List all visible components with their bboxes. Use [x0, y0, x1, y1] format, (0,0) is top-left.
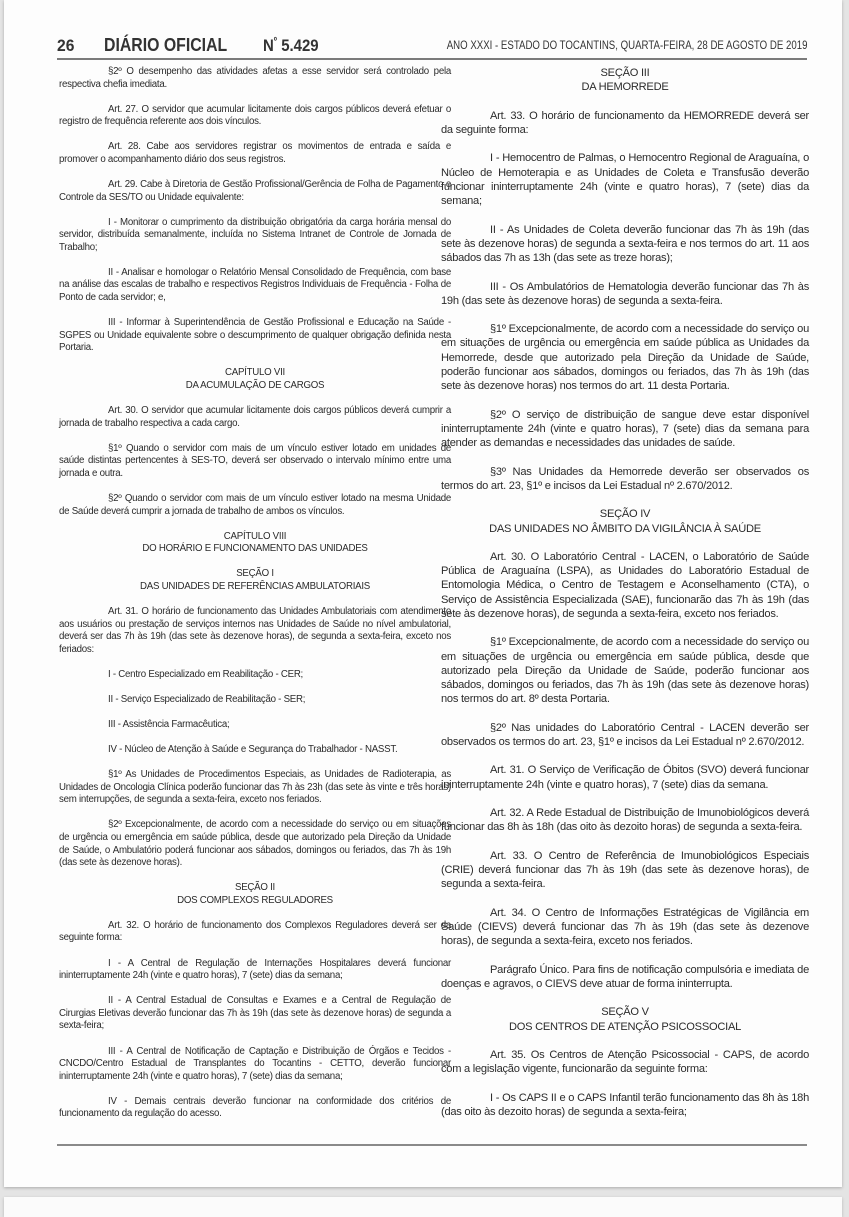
paragraph: Art. 31. O horário de funcionamento das Unidades Ambulatoriais com atendimento aos usuários ou prestação de serviços internos nas Unidades de Saúde no nível ambulatorial, deverá ser das 7h às 19h (das sete às dezenove horas), de segunda a sexta-feira, exceto nos feriados: — [59, 605, 451, 655]
paragraph: §1º Quando o servidor com mais de um vínculo estiver lotado em unidades de saúde distintas pertencentes à SES-TO, deverá ser observado o intervalo mínimo entre uma jornada e outra. — [59, 442, 451, 479]
paragraph: Art. 33. O horário de funcionamento da HEMORREDE deverá ser da seguinte forma: — [441, 109, 809, 136]
right-column — [441, 66, 809, 1134]
paragraph: Art. 27. O servidor que acumular licitamente dois cargos públicos deverá efetuar o registro de frequência referente aos dois vínculos. — [59, 103, 451, 128]
heading-number: CAPÍTULO VII — [225, 367, 285, 379]
footer-rule — [57, 1144, 807, 1146]
paragraph: I - Centro Especializado em Reabilitação - CER; — [108, 668, 304, 680]
heading-title: DOS CENTROS DE ATENÇÃO PSICOSSOCIAL — [508, 1020, 742, 1033]
edition-line: ANO XXXI - ESTADO DO TOCANTINS, QUARTA-FEIRA, 28 DE AGOSTO DE 2019 — [446, 40, 807, 52]
heading-title: DAS UNIDADES NO ÂMBITO DA VIGILÂNCIA À SAÚDE — [489, 522, 761, 535]
paragraph: III - Informar à Superintendência de Gestão Profissional e Educação na Saúde - SGPES ou Unidade equivalente sobre o descumprimento de qualquer obrigação definida nesta Portaria. — [59, 317, 451, 354]
heading-title: DOS COMPLEXOS REGULADORES — [177, 894, 333, 906]
paragraph: I - Os CAPS II e o CAPS Infantil terão funcionamento das 8h às 18h (das oito às dezoito horas) de segunda a sexta-feira; — [441, 1091, 809, 1119]
page-header — [57, 30, 807, 60]
section-heading — [59, 882, 451, 907]
paragraph: II - As Unidades de Coleta deverão funcionar das 7h às 19h (das sete às dezenove horas) de segunda a sexta-feira e nos termos do art. 11 aos sábados das 7h as 13h (das sete as treze horas); — [441, 223, 809, 265]
paragraph: §3º Nas Unidades da Hemorrede deverão ser observados os termos do art. 23, §1º e incisos da Lei Estadual nº 2.670/2012. — [441, 465, 809, 492]
next-page-edge — [4, 1197, 842, 1217]
paragraph: Art. 28. Cabe aos servidores registrar os movimentos de entrada e saída e promover o acompanhamento diário dos seus registros. — [59, 141, 451, 165]
section-heading — [441, 1005, 809, 1033]
paragraph: IV - Núcleo de Atenção à Saúde e Segurança do Trabalhador - NASST. — [108, 744, 398, 756]
paragraph: Art. 32. A Rede Estadual de Distribuição de Imunobiológicos deverá funcionar das 8h às 18h (das oito às dezoito horas) de segunda a sexta-feira. — [441, 807, 809, 834]
section-heading — [59, 531, 451, 556]
paragraph: II - A Central Estadual de Consultas e Exames e a Central de Regulação de Cirurgias Eletivas deverão funcionar das 7h às 19h (das sete às dezenove horas) de segunda a sexta-feira; — [59, 995, 451, 1032]
paragraph: Art. 31. O Serviço de Verificação de Óbitos (SVO) deverá funcionar ininterruptamente 24h (vinte e quatro horas), 7 (sete) dias da semana. — [441, 764, 809, 791]
publication-title: DIÁRIO OFICIAL — [104, 35, 228, 55]
heading-number: CAPÍTULO VIII — [223, 530, 287, 542]
paragraph: III - Assistência Farmacêutica; — [108, 719, 230, 730]
issue-sup: º — [273, 36, 278, 48]
heading-title: DO HORÁRIO E FUNCIONAMENTO DAS UNIDADES — [142, 543, 368, 555]
paragraph: IV - Demais centrais deverão funcionar na conformidade dos critérios de funcionamento da regulação do acesso. — [59, 1095, 451, 1120]
issue-number — [263, 36, 319, 56]
issue-value: 5.429 — [281, 36, 319, 55]
section-heading — [59, 367, 451, 392]
paragraph: Art. 33. O Centro de Referência de Imunobiológicos Especiais (CRIE) deverá funcionar das 7h às 19h (das sete às dezenove horas), de segunda a sexta-feira. — [441, 849, 809, 891]
paragraph: Art. 30. O servidor que acumular licitamente dois cargos públicos deverá cumprir a jornada de trabalho respectiva a cada cargo. — [59, 405, 451, 429]
heading-number: SEÇÃO V — [601, 1006, 649, 1019]
paragraph: §2º Quando o servidor com mais de um vínculo estiver lotado na mesma Unidade de Saúde deverá cumprir a jornada de trabalho de ambos os vínculos. — [59, 492, 451, 517]
issue-label: N — [263, 36, 274, 55]
paragraph: Art. 29. Cabe à Diretoria de Gestão Profissional/Gerência de Folha de Pagamento e Controle da SES/TO ou Unidade equivalente: — [59, 179, 451, 203]
paragraph: Art. 30. O Laboratório Central - LACEN, o Laboratório de Saúde Pública de Araguaína (LSPA), as Unidades do Laboratório Estadual de Entomologia Médica, o Centro de Testagem e Aconselhamento (CTA), o Serviço de Assistência Especializada (SAE), funcionarão das 7h às 19h (das sete às dezenove horas), de segunda a sexta-feira, exceto nos feriados. — [441, 550, 809, 620]
heading-title: DA ACUMULAÇÃO DE CARGOS — [185, 379, 325, 391]
page-number: 26 — [57, 36, 75, 55]
heading-number: SEÇÃO IV — [599, 508, 651, 521]
left-column — [59, 66, 451, 1133]
paragraph: Art. 35. Os Centros de Atenção Psicossocial - CAPS, de acordo com a legislação vigente, funcionarão da seguinte forma: — [441, 1049, 809, 1076]
paragraph: I - A Central de Regulação de Internações Hospitalares deverá funcionar ininterruptamente 24h (vinte e quatro horas), 7 (sete) dias da semana; — [59, 957, 451, 982]
paragraph: §2º Excepcionalmente, de acordo com a necessidade do serviço ou em situações de urgência ou emergência em saúde pública, desde que autorizado pela Direção da Unidade de Saúde, o Ambulatório poderá funcionar aos sábados, domingos ou feriados, das 7h às 19h (das sete às dezenove horas). — [59, 819, 451, 869]
paragraph: Parágrafo Único. Para fins de notificação compulsória e imediata de doenças e agravos, o CIEVS deve atuar de forma ininterrupta. — [441, 963, 809, 990]
heading-title: DAS UNIDADES DE REFERÊNCIAS AMBULATORIAIS — [139, 580, 370, 592]
section-heading — [441, 66, 809, 94]
paragraph: Art. 32. O horário de funcionamento dos Complexos Reguladores deverá ser da seguinte forma: — [59, 919, 451, 944]
page-sheet — [4, 0, 842, 1187]
paragraph: III - Os Ambulatórios de Hematologia deverão funcionar das 7h às 19h (das sete às dezenove horas) de segunda a sexta-feira. — [441, 280, 809, 307]
paragraph: III - A Central de Notificação de Captação e Distribuição de Órgãos e Tecidos - CNCDO/Centro Estadual de Transplantes do Tocantins - CETTO, deverão funcionar ininterruptamente 24h (vinte e quatro horas), 7 (sete) dias da semana; — [59, 1045, 451, 1082]
paragraph: II - Serviço Especializado de Reabilitação - SER; — [108, 693, 306, 705]
heading-number: SEÇÃO II — [235, 882, 275, 894]
heading-number: SEÇÃO III — [600, 67, 650, 79]
paragraph: §1º As Unidades de Procedimentos Especiais, as Unidades de Radioterapia, as Unidades de Oncologia Clínica poderão funcionar das 7h às 23h (das sete às vinte e três horas) sem interrupções, de segunda a sexta-feira, exceto nos feriados. — [59, 769, 451, 806]
paragraph: I - Hemocentro de Palmas, o Hemocentro Regional de Araguaína, o Núcleo de Hemoterapia e as Unidades de Coleta e Transfusão deverão funcionar ininterruptamente 24h (vinte e quatro horas), 7 (sete) dias da semana; — [441, 152, 809, 208]
paragraph: II - Analisar e homologar o Relatório Mensal Consolidado de Frequência, com base na análise das escalas de trabalho e respectivos Registros Individuais de Frequência - Folha de Ponto de cada servidor; e, — [59, 266, 451, 304]
paragraph: §1º Excepcionalmente, de acordo com a necessidade do serviço ou em situações de urgência ou emergência em saúde pública as Unidades da Hemorrede, desde que autorizado pela Direção da Unidade de Saúde, poderão funcionar aos sábados, domingos ou feriados, das 7h às 19h (das sete às dezenove horas) nos termos do art. 11 desta Portaria. — [441, 323, 809, 393]
paragraph: §2º O serviço de distribuição de sangue deve estar disponível ininterruptamente 24h (vinte e quatro horas), 7 (sete) dias da semana para atender as demandas e necessidades das unidades de saúde. — [441, 408, 809, 450]
paragraph: §2º Nas unidades do Laboratório Central - LACEN deverão ser observados os termos do art. 23, §1º e incisos da Lei Estadual nº 2.670/2012. — [441, 721, 809, 749]
paragraph: §1º Excepcionalmente, de acordo com a necessidade do serviço ou em situações de urgência ou emergência em saúde pública, desde que autorizado pela Direção da Unidade de Saúde, poderão funcionar aos sábados, domingos ou feriados, das 7h às 19h (das sete às dezenove horas) nos termos do art. 8º desta Portaria. — [441, 636, 809, 706]
section-heading — [59, 568, 451, 593]
paragraph: §2º O desempenho das atividades afetas a esse servidor será controlado pela respectiva chefia imediata. — [59, 66, 451, 90]
heading-title: DA HEMORREDE — [581, 81, 669, 94]
paragraph: Art. 34. O Centro de Informações Estratégicas de Vigilância em Saúde (CIEVS) deverá funcionar das 7h às 19h (das sete às dezenove horas), de segunda a sexta-feira, exceto nos feriados. — [441, 906, 809, 948]
paragraph: I - Monitorar o cumprimento da distribuição obrigatória da carga horária mensal do servidor, distribuída semanalmente, incluída no Sistema Intranet de Controle de Jornada de Trabalho; — [59, 216, 451, 253]
section-heading — [441, 507, 809, 535]
heading-number: SEÇÃO I — [236, 568, 274, 580]
